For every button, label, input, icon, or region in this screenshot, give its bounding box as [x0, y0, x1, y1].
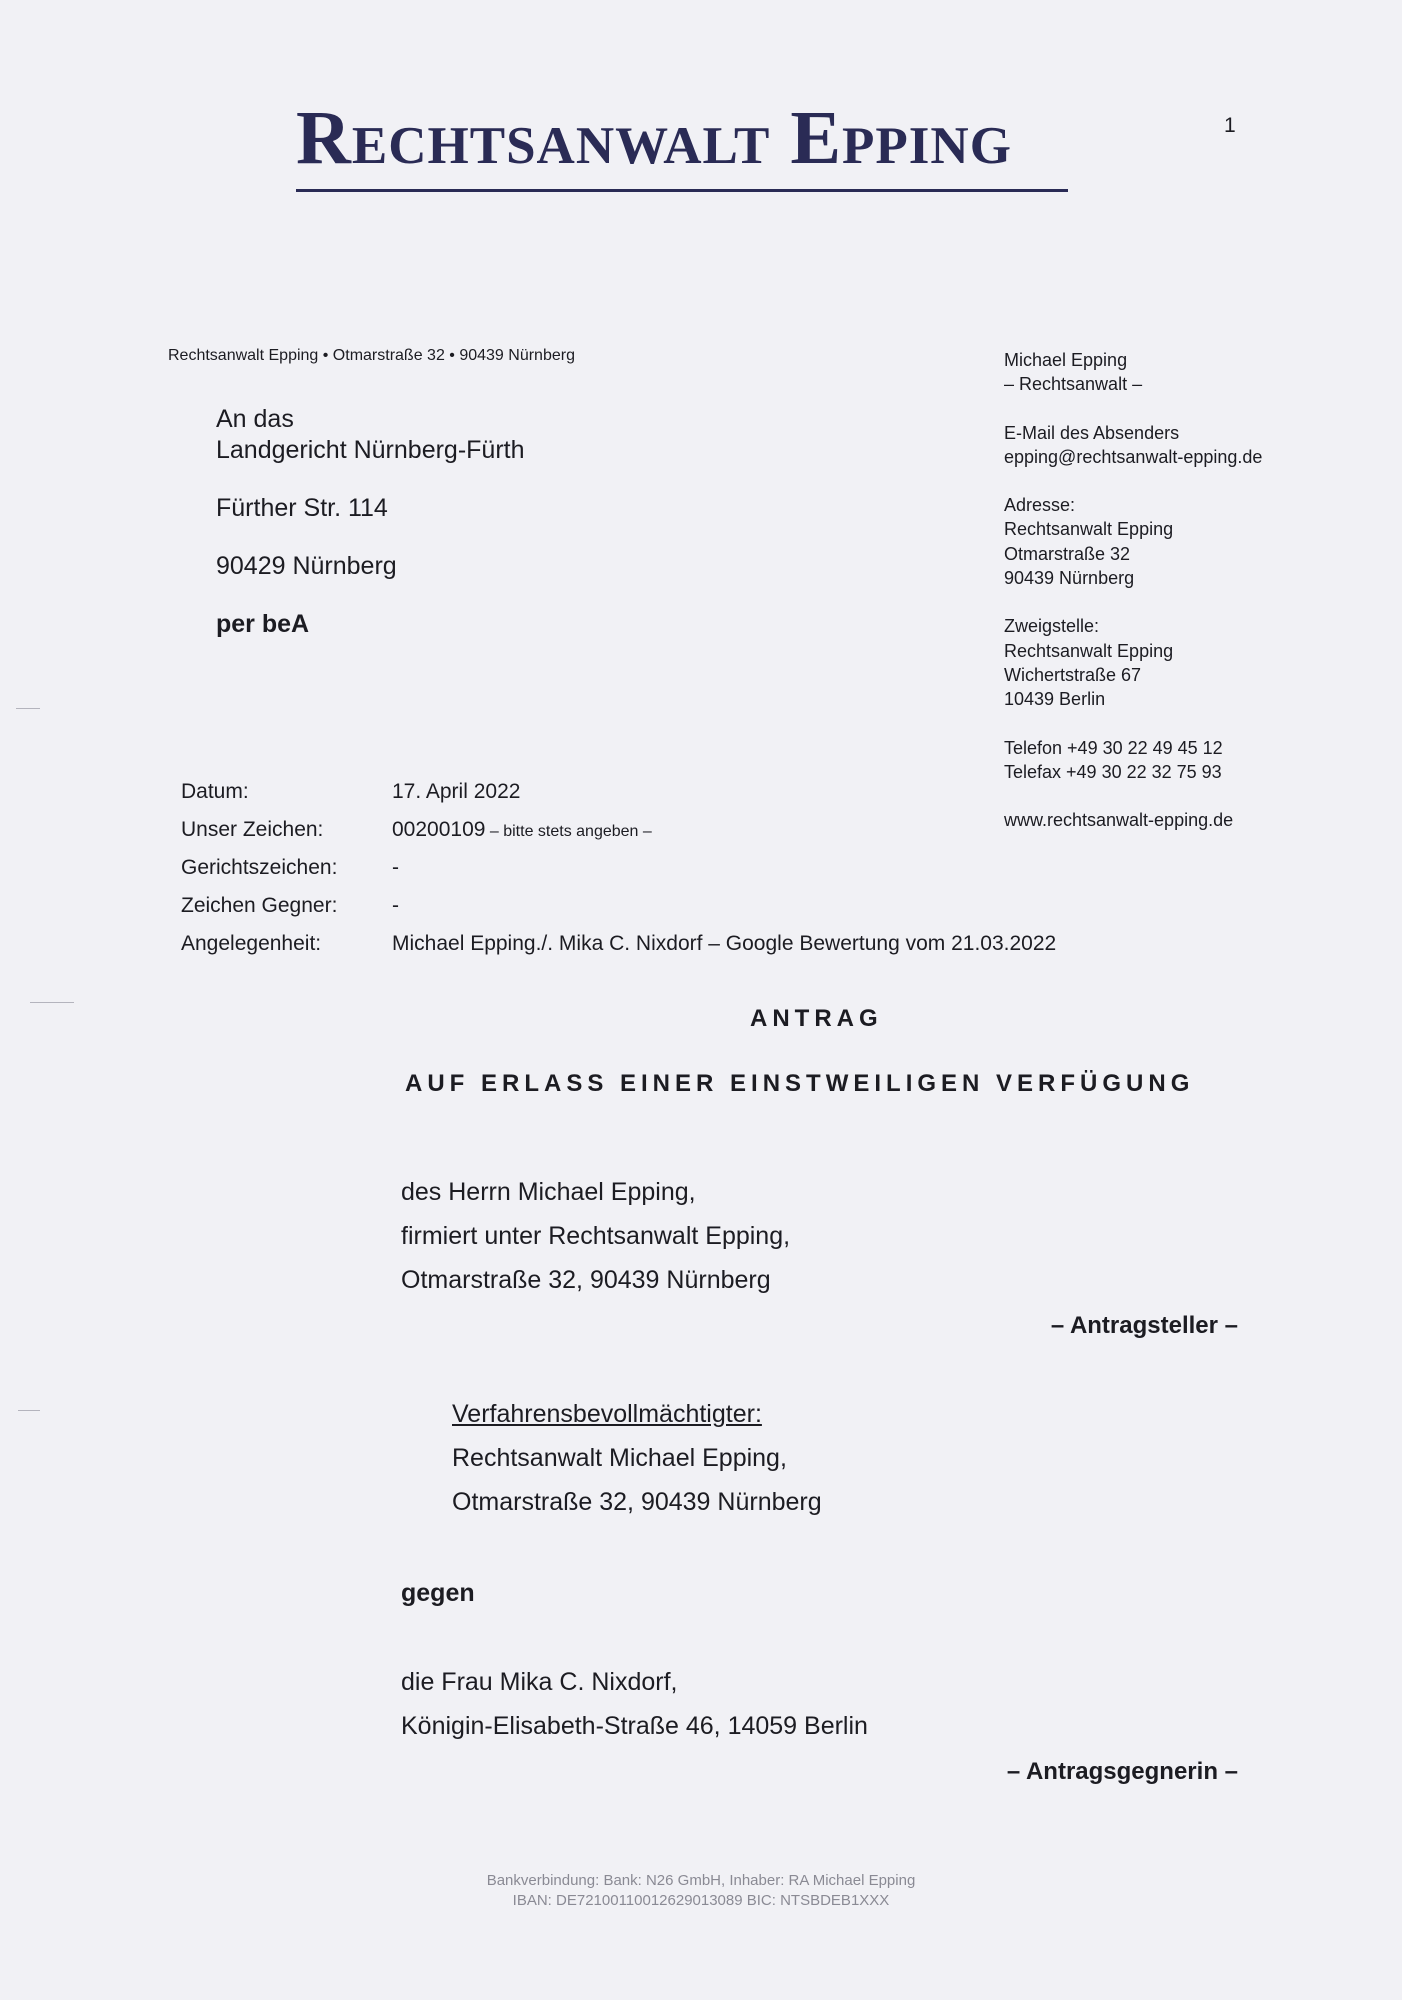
applicant-block [401, 1170, 790, 1302]
sender-email-label: E-Mail des Absenders [1004, 422, 1180, 443]
sender-address-line-1: Rechtsanwalt Epping [1004, 519, 1174, 540]
scan-mark [18, 1410, 40, 1411]
applicant-line-2: firmiert unter Rechtsanwalt Epping, [401, 1222, 791, 1250]
sender-branch-label: Zweigstelle: [1004, 616, 1100, 637]
sender-column [1004, 348, 1262, 832]
bank-footer [0, 1871, 1402, 1911]
recipient-line-2: Landgericht Nürnberg-Fürth [216, 436, 525, 464]
reference-label: Gerichtszeichen: [181, 856, 338, 879]
letterhead-rule [296, 189, 1068, 192]
recipient-line-1: An das [216, 405, 294, 433]
sender-email: epping@rechtsanwalt-epping.de [1004, 446, 1263, 467]
reference-label: Datum: [181, 780, 249, 803]
respondent-block [401, 1660, 868, 1748]
sender-website: www.rechtsanwalt-epping.de [1004, 810, 1234, 831]
reference-value [392, 932, 1056, 956]
reference-value-text: 00200109 [392, 818, 486, 841]
page-number: 1 [1224, 114, 1236, 137]
sender-address-label: Adresse: [1004, 495, 1076, 516]
delivery-method: per beA [216, 610, 310, 638]
scan-mark [30, 1002, 74, 1003]
reference-value-text: 17. April 2022 [392, 780, 521, 803]
applicant-role: – Antragsteller – [1050, 1312, 1238, 1339]
respondent-line-1: die Frau Mika C. Nixdorf, [401, 1668, 678, 1696]
sender-branch-line-2: Wichertstraße 67 [1004, 664, 1142, 685]
sender-branch-line-1: Rechtsanwalt Epping [1004, 640, 1174, 661]
reference-value [392, 894, 399, 918]
sender-fax: Telefax +49 30 22 32 75 93 [1004, 761, 1222, 782]
respondent-line-2: Königin-Elisabeth-Straße 46, 14059 Berlin [401, 1712, 868, 1740]
sender-address-line-3: 90439 Nürnberg [1004, 568, 1135, 589]
counsel-block [452, 1392, 822, 1524]
reference-value-text: Michael Epping./. Mika C. Nixdorf – Google Bewertung vom 21.03.2022 [392, 932, 1057, 955]
recipient-city: 90429 Nürnberg [216, 552, 397, 580]
heading-subtitle: AUF ERLASS EINER EINSTWEILIGEN VERFÜGUNG [405, 1070, 1195, 1097]
respondent-role: – Antragsgegnerin – [1006, 1758, 1238, 1785]
sender-name: Michael Epping [1004, 350, 1128, 370]
applicant-line-3: Otmarstraße 32, 90439 Nürnberg [401, 1266, 771, 1294]
reference-label: Unser Zeichen: [181, 818, 324, 841]
letterhead-title: Rechtsanwalt Epping [296, 96, 1012, 180]
reference-label: Angelegenheit: [181, 932, 322, 955]
heading-title: ANTRAG [750, 1005, 883, 1032]
sender-address-line-2: Otmarstraße 32 [1004, 543, 1131, 564]
against-label: gegen [401, 1579, 475, 1607]
counsel-label: Verfahrensbevollmächtigter: [452, 1400, 762, 1428]
sender-branch-line-3: 10439 Berlin [1004, 689, 1106, 710]
reference-label: Zeichen Gegner: [181, 894, 338, 917]
scan-mark [16, 708, 40, 709]
reference-value [392, 818, 652, 842]
sender-phone: Telefon +49 30 22 49 45 12 [1004, 737, 1223, 758]
reference-value [392, 780, 520, 804]
counsel-line-1: Rechtsanwalt Michael Epping, [452, 1444, 787, 1472]
reference-value [392, 856, 399, 880]
recipient-block [216, 404, 525, 640]
counsel-line-2: Otmarstraße 32, 90439 Nürnberg [452, 1488, 822, 1516]
recipient-street: Fürther Str. 114 [216, 494, 388, 522]
applicant-line-1: des Herrn Michael Epping, [401, 1178, 696, 1206]
reference-value-text: - [392, 894, 399, 917]
reference-note: – bitte stets angeben – [485, 823, 652, 840]
sender-role: – Rechtsanwalt – [1004, 374, 1143, 395]
footer-bank: Bankverbindung: Bank: N26 GmbH, Inhaber: RA Michael Epping [486, 1872, 916, 1889]
reference-value-text: - [392, 856, 399, 879]
footer-iban: IBAN: DE72100110012629013089 BIC: NTSBDEB1XXX [512, 1892, 890, 1909]
return-address: Rechtsanwalt Epping • Otmarstraße 32 • 90439 Nürnberg [168, 347, 575, 364]
